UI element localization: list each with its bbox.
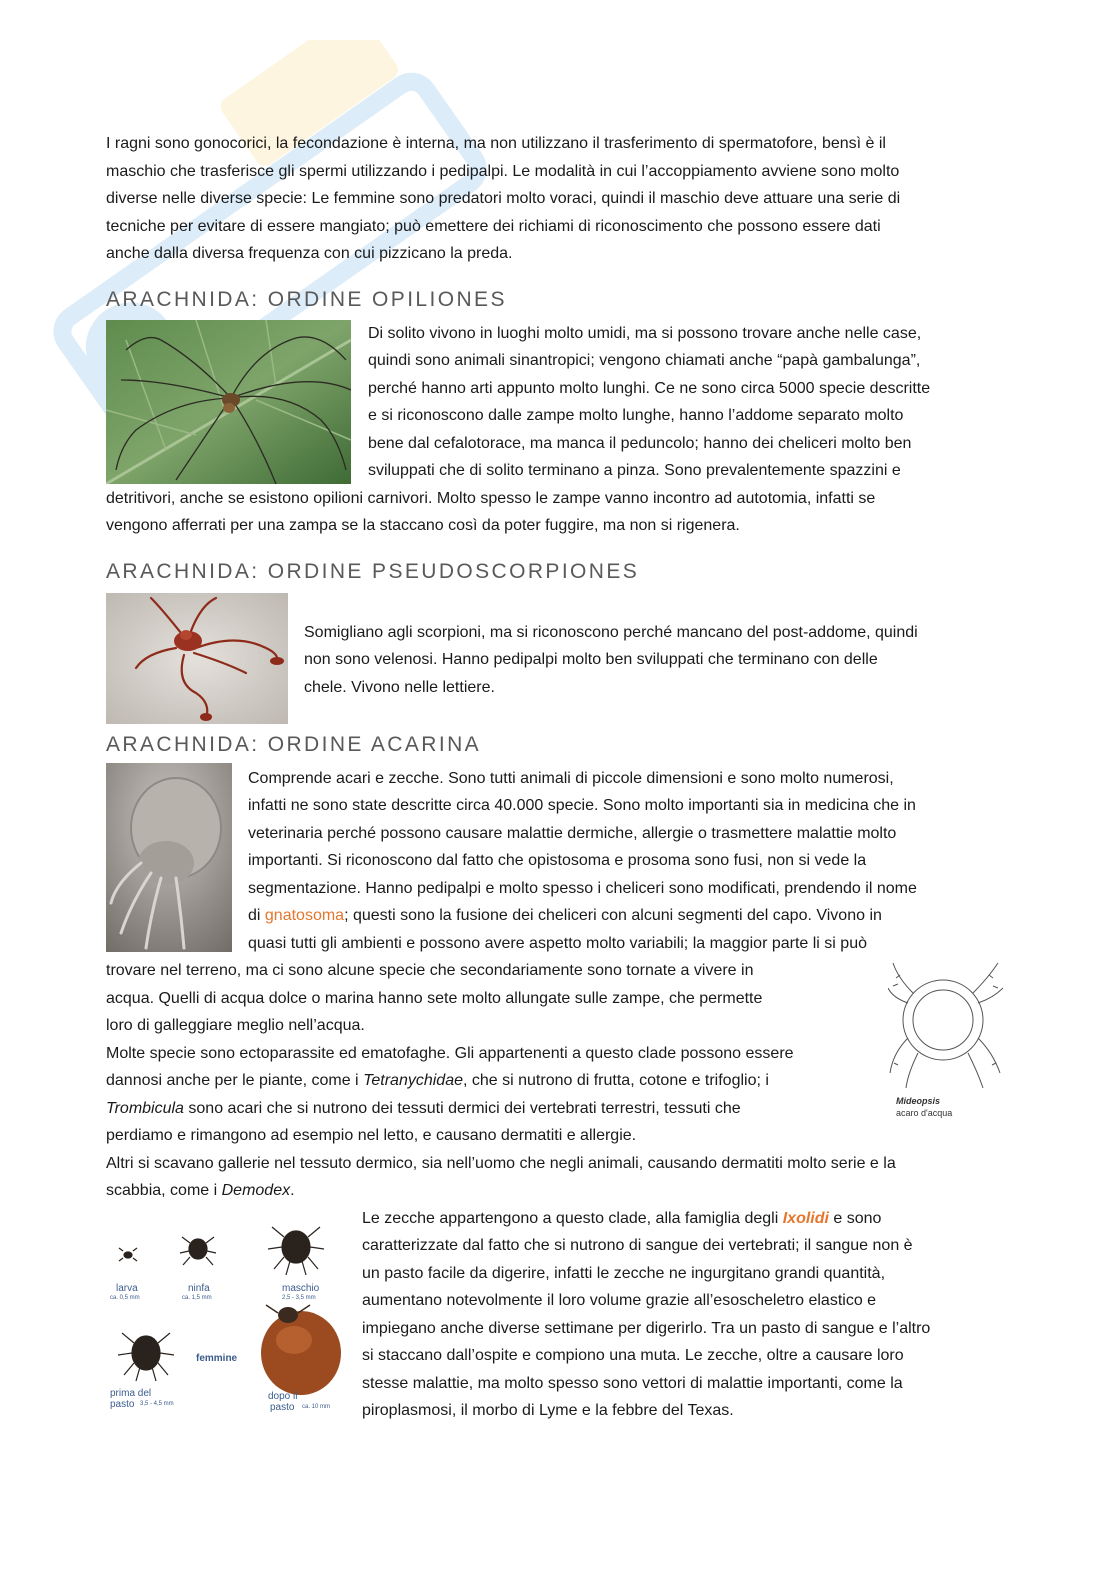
tick-label-prima-pasto: pasto	[110, 1399, 135, 1410]
pseudoscorpiones-line: chele. Vivono nelle lettiere.	[304, 679, 495, 696]
opiliones-line: quindi sono animali sinantropici; vengono chiamati anche “papà gambalunga”,	[368, 352, 921, 369]
term-tetranychidae: Tetranychidae	[363, 1072, 463, 1089]
intro-line: diverse nelle diverse specie: Le femmine sono predatori molto voraci, quindi il maschio deve attuare una serie di	[106, 190, 901, 207]
tick-label-dopo-pasto: pasto	[270, 1402, 295, 1413]
acarina-line-gnatosoma	[248, 902, 882, 930]
tick-size-ninfa: ca. 1,5 mm	[182, 1295, 212, 1301]
acarina-line: loro di galleggiare meglio nell’acqua.	[106, 1017, 365, 1034]
acarina-line-trombicula	[106, 1095, 741, 1123]
ticks-line: piroplasmosi, il morbo di Lyme e la febbre del Texas.	[362, 1402, 734, 1419]
opiliones-line: detritivori, anche se esistono opilioni carnivori. Molto spesso le zampe vanno incontro ad autotomia, infatti se	[106, 490, 876, 507]
tick-label-dopo: dopo il	[268, 1391, 298, 1402]
ticks-line: stesse malattie, ma molto spesso sono vettori di malattie importanti, come la	[362, 1375, 903, 1392]
water-mite-drawing	[888, 958, 1006, 1093]
pseudoscorpiones-line: non sono velenosi. Hanno pedipalpi molto ben sviluppati che terminano con delle	[304, 651, 878, 668]
intro-line: I ragni sono gonocorici, la fecondazione è interna, ma non utilizzano il trasferimento di spermatofore, bensì è il	[106, 135, 886, 152]
ticks-lifecycle-figure	[106, 1205, 351, 1420]
text: ; questi sono la fusione dei cheliceri con alcuni segmenti del capo. Vivono in	[344, 907, 882, 924]
tick-size-maschio: 2,5 - 3,5 mm	[282, 1295, 316, 1301]
opiliones-line: Di solito vivono in luoghi molto umidi, ma si possono trovare anche nelle case,	[368, 325, 922, 342]
heading-acarina: ARACHNIDA: ORDINE ACARINA	[106, 733, 482, 756]
acarina-line: perdiamo e rimangono ad esempio nel letto, e causano dermatiti e allergie.	[106, 1127, 637, 1144]
tick-label-ninfa: ninfa	[188, 1283, 210, 1294]
heading-pseudoscorpiones: ARACHNIDA: ORDINE PSEUDOSCORPIONES	[106, 560, 640, 583]
text: e sono	[828, 1210, 882, 1227]
water-mite-caption-desc: acaro d'acqua	[896, 1108, 953, 1118]
opiliones-photo	[106, 320, 351, 484]
ticks-line: aumentano notevolmente il loro volume grazie all’esoscheletro elastico e	[362, 1292, 877, 1309]
tick-label-maschio: maschio	[282, 1283, 320, 1294]
term-demodex: Demodex	[221, 1182, 291, 1199]
ticks-line: si staccano dall’ospite e compiono una muta. Le zecche, oltre a causare loro	[362, 1347, 904, 1364]
text: scabbia, come i	[106, 1182, 222, 1199]
opiliones-line: e si riconoscono dalle zampe molto lunghe, hanno l’addome separato molto	[368, 407, 904, 424]
tick-size-larva: ca. 0,5 mm	[110, 1295, 140, 1301]
acarina-line: infatti ne sono state descritte circa 40.000 specie. Sono molto importanti sia in medicina che in	[248, 797, 916, 814]
ticks-line: caratterizzate dal fatto che si nutrono di sangue dei vertebrati; il sangue non è	[362, 1237, 913, 1254]
acarina-line: acqua. Quelli di acqua dolce o marina hanno sete molto allungate sulle zampe, che permette	[106, 990, 763, 1007]
text: .	[290, 1182, 295, 1199]
opiliones-line: sviluppati che di solito terminano a pinza. Sono prevalentemente spazzini e	[368, 462, 901, 479]
tick-size-dopo: ca. 10 mm	[302, 1404, 331, 1410]
acarina-line: Comprende acari e zecche. Sono tutti animali di piccole dimensioni e sono molto numerosi,	[248, 770, 894, 787]
acarina-line-demodex	[106, 1177, 295, 1205]
ticks-line-ixolidi	[362, 1205, 881, 1233]
opiliones-line: perché hanno arti appunto molto lunghi. Ce ne sono circa 5000 specie descritte	[368, 380, 931, 397]
text: sono acari che si nutrono dei tessuti dermici dei vertebrati terrestri, tessuti che	[183, 1100, 741, 1117]
ticks-line: impiegano anche diverse settimane per digerirlo. Tra un pasto di sangue e l’altro	[362, 1320, 931, 1337]
intro-line: anche dalla diversa frequenza con cui pizzicano la preda.	[106, 245, 513, 262]
text: Le zecche appartengono a questo clade, alla famiglia degli	[362, 1210, 783, 1227]
term-ixolidi: Ixolidi	[782, 1210, 829, 1227]
term-gnatosoma: gnatosoma	[264, 907, 345, 924]
tick-label-prima: prima del	[110, 1388, 152, 1399]
tick-label-larva: larva	[116, 1283, 138, 1294]
intro-line: tecniche per evitare di essere mangiato; può emettere dei richiami di riconoscimento che possono essere dati	[106, 218, 881, 235]
pseudoscorpiones-line: Somigliano agli scorpioni, ma si riconoscono perché mancano del post-addome, quindi	[304, 624, 918, 641]
acarina-line: trovare nel terreno, ma ci sono alcune specie che secondariamente sono tornate a vivere in	[106, 962, 754, 979]
acarina-line: segmentazione. Hanno pedipalpi e molto spesso i cheliceri sono modificati, prendendo il nome	[248, 880, 917, 897]
opiliones-line: bene dal cefalotorace, ma manca il peduncolo; hanno dei cheliceri molto ben	[368, 435, 912, 452]
tick-label-femmine: femmine	[196, 1353, 238, 1364]
ticks-line: un pasto facile da digerire, infatti le zecche ne ingurgitano grandi quantità,	[362, 1265, 886, 1282]
acarina-line-tetranychidae	[106, 1067, 769, 1095]
dust-mite-photo	[106, 763, 232, 952]
text: dannosi anche per le piante, come i	[106, 1072, 364, 1089]
intro-line: maschio che trasferisce gli spermi utilizzando i pedipalpi. Le modalità in cui l’accoppiamento avviene sono molto	[106, 163, 900, 180]
acarina-line: quasi tutti gli ambienti e possono avere aspetto molto variabili; la maggior parte li si può	[248, 935, 867, 952]
term-trombicula: Trombicula	[106, 1100, 184, 1117]
water-mite-figure	[888, 958, 1006, 1124]
heading-opiliones: ARACHNIDA: ORDINE OPILIONES	[106, 288, 507, 311]
acarina-line: importanti. Si riconoscono dal fatto che opistosoma e prosoma sono fusi, non si vede la	[248, 852, 867, 869]
opiliones-line: vengono afferrati per una zampa se la staccano così da poter fuggire, ma non si rigenera.	[106, 517, 740, 534]
acarina-line: Molte specie sono ectoparassite ed ematofaghe. Gli appartenenti a questo clade possono essere	[106, 1045, 794, 1062]
acarina-line: veterinaria perché possono causare malattie dermiche, allergie o trasmettere malattie molto	[248, 825, 897, 842]
acarina-line: Altri si scavano gallerie nel tessuto dermico, sia nell’uomo che negli animali, causando dermatiti molto serie e la	[106, 1155, 896, 1172]
tick-size-prima: 3,5 - 4,5 mm	[140, 1401, 174, 1407]
text: di	[248, 907, 265, 924]
pseudoscorpion-photo	[106, 593, 288, 724]
water-mite-caption-name: Mideopsis	[896, 1096, 941, 1106]
text: , che si nutrono di frutta, cotone e trifoglio; i	[462, 1072, 769, 1089]
